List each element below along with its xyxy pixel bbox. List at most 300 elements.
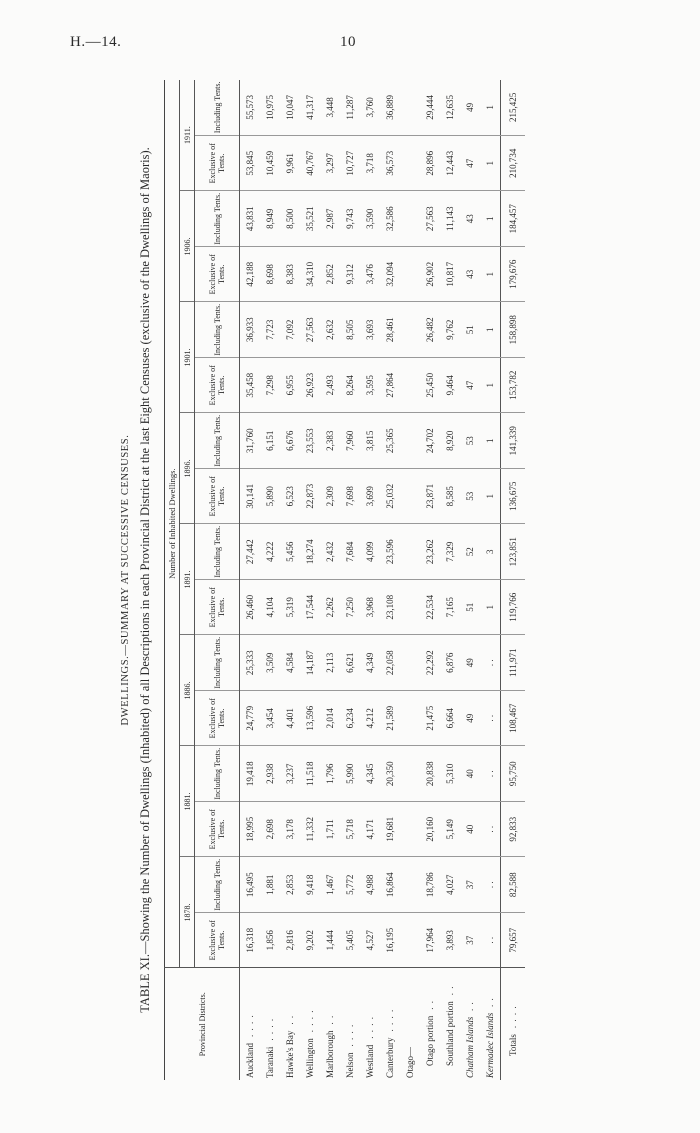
cell-value: 2,632 — [320, 302, 340, 358]
cell-value: 5,319 — [280, 580, 300, 636]
column-group-header: Number of Inhabited Dwellings. — [165, 80, 180, 968]
district-name — [280, 968, 300, 1080]
cell-value: 20,160 — [420, 802, 440, 858]
cell-value: 10,459 — [260, 136, 280, 192]
cell-value — [400, 247, 420, 303]
cell-value: 17,964 — [420, 913, 440, 969]
district-name — [300, 968, 320, 1080]
cell-value: 3,590 — [360, 191, 380, 247]
cell-value: 184,457 — [501, 191, 526, 247]
table-row — [360, 80, 380, 1080]
cell-value: 41,317 — [300, 80, 320, 136]
cell-value: 2,938 — [260, 746, 280, 802]
cell-value: 23,553 — [300, 413, 320, 469]
cell-value: 34,310 — [300, 247, 320, 303]
leader-dots: . . . . — [305, 1009, 315, 1033]
district-name — [340, 968, 360, 1080]
cell-value — [400, 302, 420, 358]
table-row — [280, 80, 300, 1080]
cell-value: 55,573 — [240, 80, 261, 136]
cell-value: 3,699 — [360, 469, 380, 525]
district-label: Westland — [365, 1044, 375, 1078]
cell-value — [400, 746, 420, 802]
rotated-table-page — [118, 80, 678, 1080]
district-label: Taranaki — [265, 1046, 275, 1078]
cell-value: 7,960 — [340, 413, 360, 469]
cell-value: 43 — [460, 191, 480, 247]
cell-value: 23,262 — [420, 524, 440, 580]
exclusive-tents-header: Exclusive of Tents. — [195, 469, 240, 525]
totals-row — [501, 80, 526, 1080]
cell-value — [400, 191, 420, 247]
cell-value: 4,212 — [360, 691, 380, 747]
cell-value: 9,743 — [340, 191, 360, 247]
cell-value: 23,596 — [380, 524, 400, 580]
including-tents-header: Including Tents. — [195, 413, 240, 469]
cell-value: 16,864 — [380, 857, 400, 913]
cell-value: 1 — [480, 469, 501, 525]
cell-value: 1,881 — [260, 857, 280, 913]
cell-value: 13,596 — [300, 691, 320, 747]
leader-dots: . . . . — [508, 1005, 518, 1029]
cell-value: 4,027 — [440, 857, 460, 913]
table-row — [340, 80, 360, 1080]
cell-value: . . — [480, 635, 501, 691]
cell-value: 26,902 — [420, 247, 440, 303]
cell-value: 4,171 — [360, 802, 380, 858]
cell-value: 79,657 — [501, 913, 526, 969]
including-tents-header: Including Tents. — [195, 746, 240, 802]
cell-value: 6,523 — [280, 469, 300, 525]
cell-value: 26,482 — [420, 302, 440, 358]
cell-value: 42,188 — [240, 247, 261, 303]
cell-value: 35,521 — [300, 191, 320, 247]
cell-value: 25,450 — [420, 358, 440, 414]
cell-value: 7,165 — [440, 580, 460, 636]
cell-value: 3,718 — [360, 136, 380, 192]
cell-value: 6,676 — [280, 413, 300, 469]
table-row — [460, 80, 480, 1080]
cell-value: 9,961 — [280, 136, 300, 192]
cell-value: 5,772 — [340, 857, 360, 913]
cell-value: 11,287 — [340, 80, 360, 136]
cell-value: 22,534 — [420, 580, 440, 636]
cell-value: 6,151 — [260, 413, 280, 469]
cell-value: 28,461 — [380, 302, 400, 358]
year-header: 1891. — [180, 524, 195, 635]
district-name — [260, 968, 280, 1080]
cell-value: 5,456 — [280, 524, 300, 580]
cell-value: 1 — [480, 80, 501, 136]
cell-value: 27,563 — [420, 191, 440, 247]
cell-value: 5,890 — [260, 469, 280, 525]
cell-value: 53 — [460, 469, 480, 525]
exclusive-tents-header: Exclusive of Tents. — [195, 913, 240, 969]
table-row — [440, 80, 460, 1080]
cell-value: 111,971 — [501, 635, 526, 691]
cell-value: 4,527 — [360, 913, 380, 969]
cell-value: 3,595 — [360, 358, 380, 414]
cell-value: 4,401 — [280, 691, 300, 747]
cell-value: 32,094 — [380, 247, 400, 303]
cell-value: 11,332 — [300, 802, 320, 858]
cell-value: 9,202 — [300, 913, 320, 969]
cell-value: 26,460 — [240, 580, 261, 636]
cell-value: 11,143 — [440, 191, 460, 247]
cell-value: 37 — [460, 913, 480, 969]
cell-value: 4,222 — [260, 524, 280, 580]
year-header: 1878. — [180, 857, 195, 968]
cell-value: 51 — [460, 580, 480, 636]
cell-value — [400, 136, 420, 192]
cell-value: 3,297 — [320, 136, 340, 192]
cell-value: 16,495 — [240, 857, 261, 913]
cell-value: 52 — [460, 524, 480, 580]
including-tents-header: Including Tents. — [195, 524, 240, 580]
cell-value — [400, 802, 420, 858]
including-tents-header: Including Tents. — [195, 635, 240, 691]
cell-value: 1,711 — [320, 802, 340, 858]
cell-value: 11,518 — [300, 746, 320, 802]
table-row — [380, 80, 400, 1080]
cell-value: 27,442 — [240, 524, 261, 580]
including-tents-header: Including Tents. — [195, 80, 240, 136]
district-name — [360, 968, 380, 1080]
cell-value: 1 — [480, 358, 501, 414]
district-name — [420, 968, 440, 1080]
cell-value: 26,923 — [300, 358, 320, 414]
cell-value: 9,312 — [340, 247, 360, 303]
cell-value: 119,766 — [501, 580, 526, 636]
cell-value: 27,864 — [380, 358, 400, 414]
cell-value: 1 — [480, 413, 501, 469]
cell-value: 7,723 — [260, 302, 280, 358]
cell-value: 158,898 — [501, 302, 526, 358]
cell-value: 5,405 — [340, 913, 360, 969]
cell-value: 8,949 — [260, 191, 280, 247]
cell-value: 40 — [460, 746, 480, 802]
cell-value: 30,141 — [240, 469, 261, 525]
cell-value: 35,458 — [240, 358, 261, 414]
cell-value: 6,234 — [340, 691, 360, 747]
cell-value: 2,262 — [320, 580, 340, 636]
cell-value: 10,047 — [280, 80, 300, 136]
cell-value: 136,675 — [501, 469, 526, 525]
cell-value: . . — [480, 802, 501, 858]
cell-value: 53 — [460, 413, 480, 469]
cell-value: 123,851 — [501, 524, 526, 580]
cell-value: 5,149 — [440, 802, 460, 858]
cell-value: 3 — [480, 524, 501, 580]
cell-value: . . — [480, 691, 501, 747]
cell-value: 3,454 — [260, 691, 280, 747]
exclusive-tents-header: Exclusive of Tents. — [195, 802, 240, 858]
year-header: 1886. — [180, 635, 195, 746]
cell-value: 215,425 — [501, 80, 526, 136]
cell-value: 36,573 — [380, 136, 400, 192]
exclusive-tents-header: Exclusive of Tents. — [195, 247, 240, 303]
cell-value: 3,178 — [280, 802, 300, 858]
cell-value — [400, 524, 420, 580]
cell-value: 7,250 — [340, 580, 360, 636]
leader-dots: . . . . — [265, 1017, 275, 1041]
cell-value: 10,817 — [440, 247, 460, 303]
year-header: 1911. — [180, 80, 195, 191]
cell-value: 8,920 — [440, 413, 460, 469]
district-label: Otago portion — [425, 1015, 435, 1066]
year-header: 1901. — [180, 302, 195, 413]
cell-value: 18,786 — [420, 857, 440, 913]
district-name — [240, 968, 261, 1080]
page-reference: H.—14. — [70, 34, 122, 50]
cell-value: 6,876 — [440, 635, 460, 691]
exclusive-tents-header: Exclusive of Tents. — [195, 580, 240, 636]
cell-value: 1 — [480, 580, 501, 636]
cell-value: 22,292 — [420, 635, 440, 691]
table-caption: TABLE XI.—Showing the Number of Dwellings (Inhabited) of all Descriptions in each Provincial District at the last Eight Censuses (exclusive of the Dwellings of Maoris). — [138, 147, 152, 1013]
cell-value: 10,975 — [260, 80, 280, 136]
table-row — [300, 80, 320, 1080]
cell-value: 1 — [480, 191, 501, 247]
district-label: Hawke's Bay — [285, 1030, 295, 1078]
cell-value: . . — [480, 746, 501, 802]
including-tents-header: Including Tents. — [195, 191, 240, 247]
table-row — [400, 80, 420, 1080]
cell-value: 21,475 — [420, 691, 440, 747]
district-name — [440, 968, 460, 1080]
cell-value: 4,349 — [360, 635, 380, 691]
cell-value: 6,664 — [440, 691, 460, 747]
cell-value: 7,684 — [340, 524, 360, 580]
cell-value: 25,333 — [240, 635, 261, 691]
table-row — [260, 80, 280, 1080]
cell-value: 23,108 — [380, 580, 400, 636]
exclusive-tents-header: Exclusive of Tents. — [195, 358, 240, 414]
cell-value — [400, 413, 420, 469]
leader-dots: . . . . — [365, 1015, 375, 1039]
cell-value: 3,815 — [360, 413, 380, 469]
district-label: Otago— — [405, 1047, 415, 1078]
cell-value: 9,464 — [440, 358, 460, 414]
year-header: 1896. — [180, 413, 195, 524]
table-row — [480, 80, 501, 1080]
cell-value: 25,032 — [380, 469, 400, 525]
cell-value: 3,968 — [360, 580, 380, 636]
cell-value: 47 — [460, 358, 480, 414]
cell-value — [400, 358, 420, 414]
district-name — [460, 968, 480, 1080]
district-name — [480, 968, 501, 1080]
cell-value: 28,896 — [420, 136, 440, 192]
cell-value: 1,856 — [260, 913, 280, 969]
including-tents-header: Including Tents. — [195, 857, 240, 913]
district-name — [501, 968, 526, 1080]
cell-value: 210,734 — [501, 136, 526, 192]
cell-value: 5,990 — [340, 746, 360, 802]
cell-value: 9,762 — [440, 302, 460, 358]
cell-value: 3,237 — [280, 746, 300, 802]
cell-value: 8,383 — [280, 247, 300, 303]
leader-dots: . . — [425, 1000, 435, 1010]
cell-value: 7,298 — [260, 358, 280, 414]
cell-value: 53,845 — [240, 136, 261, 192]
cell-value: 25,365 — [380, 413, 400, 469]
cell-value: 1 — [480, 247, 501, 303]
cell-value: 24,702 — [420, 413, 440, 469]
cell-value: 3,509 — [260, 635, 280, 691]
cell-value: 23,871 — [420, 469, 440, 525]
cell-value: 3,760 — [360, 80, 380, 136]
cell-value: . . — [480, 913, 501, 969]
cell-value: 4,104 — [260, 580, 280, 636]
district-name — [400, 968, 420, 1080]
cell-value: 6,621 — [340, 635, 360, 691]
leader-dots: . . . . — [385, 1008, 395, 1032]
cell-value: 1 — [480, 136, 501, 192]
cell-value: 8,505 — [340, 302, 360, 358]
cell-value: 1,467 — [320, 857, 340, 913]
cell-value: 2,309 — [320, 469, 340, 525]
cell-value: 19,418 — [240, 746, 261, 802]
cell-value: 95,750 — [501, 746, 526, 802]
cell-value: 2,014 — [320, 691, 340, 747]
cell-value: 7,092 — [280, 302, 300, 358]
leader-dots: . . — [445, 985, 455, 996]
district-label: Kermadec Islands — [485, 1012, 495, 1078]
cell-value: 2,432 — [320, 524, 340, 580]
cell-value: 6,955 — [280, 358, 300, 414]
table-row — [320, 80, 340, 1080]
table-row — [420, 80, 440, 1080]
page-number: 10 — [340, 34, 356, 50]
cell-value: 5,718 — [340, 802, 360, 858]
cell-value: 31,760 — [240, 413, 261, 469]
table-heading: DWELLINGS.—SUMMARY AT SUCCESSIVE CENSUSES. — [120, 434, 131, 726]
leader-dots: . . — [285, 1014, 295, 1025]
cell-value: 2,383 — [320, 413, 340, 469]
district-label: Marlborough — [325, 1030, 335, 1078]
cell-value: 92,833 — [501, 802, 526, 858]
cell-value: 153,782 — [501, 358, 526, 414]
cell-value — [400, 913, 420, 969]
cell-value: 2,816 — [280, 913, 300, 969]
district-label: Southland portion — [445, 1001, 455, 1066]
district-label: Nelson — [345, 1052, 355, 1078]
cell-value: 51 — [460, 302, 480, 358]
leader-dots: . . — [485, 997, 495, 1007]
cell-value: 108,467 — [501, 691, 526, 747]
cell-value: 4,345 — [360, 746, 380, 802]
leader-dots: . . — [465, 1000, 475, 1011]
cell-value: 43,831 — [240, 191, 261, 247]
cell-value: 17,544 — [300, 580, 320, 636]
district-label: Wellington — [305, 1038, 315, 1078]
cell-value: 40 — [460, 802, 480, 858]
cell-value: 21,589 — [380, 691, 400, 747]
cell-value: 49 — [460, 691, 480, 747]
cell-value: 82,588 — [501, 857, 526, 913]
cell-value: 20,350 — [380, 746, 400, 802]
cell-value: 12,443 — [440, 136, 460, 192]
cell-value: 40,767 — [300, 136, 320, 192]
cell-value: 14,187 — [300, 635, 320, 691]
cell-value: 7,698 — [340, 469, 360, 525]
cell-value: 9,418 — [300, 857, 320, 913]
cell-value: 8,585 — [440, 469, 460, 525]
year-header: 1881. — [180, 746, 195, 857]
cell-value: 10,727 — [340, 136, 360, 192]
cell-value — [400, 469, 420, 525]
cell-value — [400, 80, 420, 136]
cell-value: 16,318 — [240, 913, 261, 969]
cell-value — [400, 580, 420, 636]
year-header: 1906. — [180, 191, 195, 302]
leader-dots: . . . . — [345, 1023, 355, 1047]
exclusive-tents-header: Exclusive of Tents. — [195, 691, 240, 747]
cell-value: 19,681 — [380, 802, 400, 858]
cell-value: 179,676 — [501, 247, 526, 303]
cell-value: 47 — [460, 136, 480, 192]
cell-value: 37 — [460, 857, 480, 913]
cell-value: 1,796 — [320, 746, 340, 802]
cell-value: 27,563 — [300, 302, 320, 358]
district-label: Totals — [508, 1034, 518, 1056]
cell-value: 43 — [460, 247, 480, 303]
cell-value: 36,933 — [240, 302, 261, 358]
cell-value — [400, 635, 420, 691]
cell-value: 8,698 — [260, 247, 280, 303]
cell-value: 20,838 — [420, 746, 440, 802]
cell-value: 8,500 — [280, 191, 300, 247]
cell-value: 22,873 — [300, 469, 320, 525]
cell-value: 3,448 — [320, 80, 340, 136]
exclusive-tents-header: Exclusive of Tents. — [195, 136, 240, 192]
cell-value: 3,693 — [360, 302, 380, 358]
cell-value: 1 — [480, 302, 501, 358]
cell-value: 4,099 — [360, 524, 380, 580]
cell-value: 141,339 — [501, 413, 526, 469]
cell-value: 36,889 — [380, 80, 400, 136]
cell-value: 3,476 — [360, 247, 380, 303]
column-header-district: Provincial Districts. — [165, 968, 240, 1080]
including-tents-header: Including Tents. — [195, 302, 240, 358]
cell-value: 12,635 — [440, 80, 460, 136]
cell-value — [400, 691, 420, 747]
cell-value: 2,493 — [320, 358, 340, 414]
cell-value: 4,988 — [360, 857, 380, 913]
district-label: Canterbury — [385, 1037, 395, 1078]
cell-value: 22,058 — [380, 635, 400, 691]
cell-value: . . — [480, 857, 501, 913]
cell-value: 16,195 — [380, 913, 400, 969]
cell-value — [400, 857, 420, 913]
cell-value: 4,584 — [280, 635, 300, 691]
cell-value: 2,698 — [260, 802, 280, 858]
cell-value: 7,329 — [440, 524, 460, 580]
cell-value: 5,310 — [440, 746, 460, 802]
leader-dots: . . — [325, 1014, 335, 1025]
district-name — [380, 968, 400, 1080]
cell-value: 3,893 — [440, 913, 460, 969]
cell-value: 49 — [460, 80, 480, 136]
district-label: Auckland — [245, 1043, 255, 1078]
cell-value: 2,113 — [320, 635, 340, 691]
cell-value: 29,444 — [420, 80, 440, 136]
cell-value: 32,586 — [380, 191, 400, 247]
cell-value: 24,779 — [240, 691, 261, 747]
district-label: Chatham Islands — [465, 1016, 475, 1078]
cell-value: 18,274 — [300, 524, 320, 580]
